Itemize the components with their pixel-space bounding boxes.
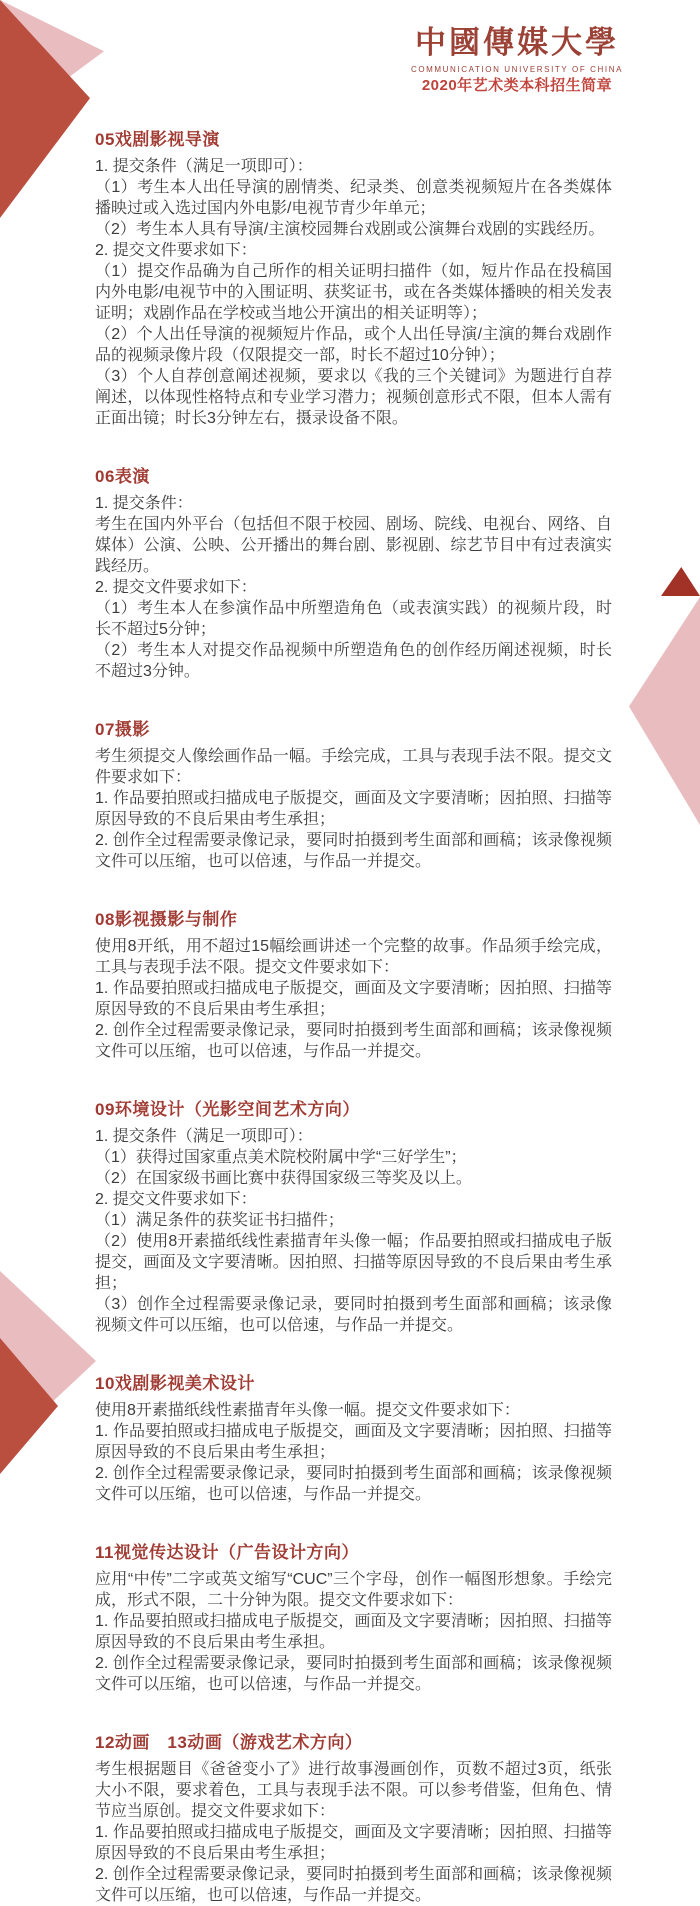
para: 考生在国内外平台（包括但不限于校园、剧场、院线、电视台、网络、自媒体）公演、公映、公开播出的舞台剧、影视剧、综艺节目中有过表演实践经历。 [95, 516, 612, 575]
para: （1）满足条件的获奖证书扫描件； [95, 1212, 344, 1229]
para: 1. 作品要拍照或扫描成电子版提交，画面及文字要清晰；因拍照、扫描等原因导致的不良后果由考生承担； [95, 980, 612, 1018]
para: 考生须提交人像绘画作品一幅。手绘完成，工具与表现手法不限。提交文件要求如下： [95, 748, 612, 786]
section-07-photography [95, 718, 612, 872]
para: （2）使用8开素描纸线性素描青年头像一幅；作品要拍照或扫描成电子版提交，画面及文字要清晰。因拍照、扫描等原因导致的不良后果由考生承担； [95, 1233, 612, 1292]
para: （1）考生本人在参演作品中所塑造角色（或表演实践）的视频片段，时长不超过5分钟； [95, 600, 612, 638]
section-11-visual-communication [95, 1541, 612, 1695]
para: 2. 提交文件要求如下： [95, 242, 257, 259]
para: 2. 创作全过程需要录像记录，要同时拍摄到考生面部和画稿；该录像视频文件可以压缩，也可以倍速，与作品一并提交。 [95, 832, 612, 870]
para: （1）提交作品确为自己所作的相关证明扫描件（如，短片作品在投稿国内外电影/电视节中的入围证明、获奖证书，或在各类媒体播映的相关发表证明；戏剧作品在学校或当地公开演出的相关证明等）； [95, 263, 612, 322]
para: （1）获得过国家重点美术院校附属中学“三好学生”； [95, 1149, 467, 1166]
section-title: 10戏剧影视美术设计 [95, 1374, 255, 1393]
para: （2）在国家级书画比赛中获得国家级三等奖及以上。 [95, 1170, 472, 1187]
para: （2）考生本人具有导演/主演校园舞台戏剧或公演舞台戏剧的实践经历。 [95, 221, 605, 238]
para: （2）考生本人对提交作品视频中所塑造角色的创作经历阐述视频，时长不超过3分钟。 [95, 642, 612, 680]
deco-triangle-right-pink [629, 597, 700, 825]
para: 1. 提交条件（满足一项即可）： [95, 1128, 313, 1145]
brochure-subtitle: 2020年艺术类本科招生简章 [421, 76, 613, 94]
para: 2. 创作全过程需要录像记录，要同时拍摄到考生面部和画稿；该录像视频文件可以压缩，也可以倍速，与作品一并提交。 [95, 1465, 612, 1503]
section-title: 06表演 [95, 467, 150, 486]
section-05-directing [95, 128, 612, 429]
para: 应用“中传”二字或英文缩写“CUC”三个字母，创作一幅图形想象。手绘完成，形式不限，二十分钟为限。提交文件要求如下： [95, 1571, 612, 1609]
university-logo-calligraphy: 中國傳媒大學 [415, 25, 619, 61]
para: 2. 提交文件要求如下： [95, 579, 257, 596]
section-09-environment-design [95, 1098, 612, 1336]
para: 1. 提交条件： [95, 495, 193, 512]
brochure-content [95, 128, 612, 1906]
section-10-stage-art-design [95, 1372, 612, 1505]
para: 2. 创作全过程需要录像记录，要同时拍摄到考生面部和画稿；该录像视频文件可以压缩，也可以倍速，与作品一并提交。 [95, 1866, 612, 1904]
para: （1）考生本人出任导演的剧情类、纪录类、创意类视频短片在各类媒体播映过或入选过国内外电影/电视节青少年单元； [95, 179, 612, 217]
para: （3）创作全过程需要录像记录，要同时拍摄到考生面部和画稿；该录像视频文件可以压缩，也可以倍速，与作品一并提交。 [95, 1296, 612, 1334]
section-08-film-production [95, 908, 612, 1062]
section-title: 11视觉传达设计（广告设计方向） [95, 1543, 359, 1562]
para: 2. 提交文件要求如下： [95, 1191, 257, 1208]
para: 1. 作品要拍照或扫描成电子版提交，画面及文字要清晰；因拍照、扫描等原因导致的不良后果由考生承担； [95, 1423, 612, 1461]
section-title: 07摄影 [95, 720, 150, 739]
para: 2. 创作全过程需要录像记录，要同时拍摄到考生面部和画稿；该录像视频文件可以压缩，也可以倍速，与作品一并提交。 [95, 1022, 612, 1060]
para: （2）个人出任导演的视频短片作品，或个人出任导演/主演的舞台戏剧作品的视频录像片段（仅限提交一部，时长不超过10分钟）； [95, 326, 612, 364]
para: 1. 作品要拍照或扫描成电子版提交，画面及文字要清晰；因拍照、扫描等原因导致的不良后果由考生承担； [95, 790, 612, 828]
section-title: 09环境设计（光影空间艺术方向） [95, 1100, 360, 1119]
para: 2. 创作全过程需要录像记录，要同时拍摄到考生面部和画稿；该录像视频文件可以压缩，也可以倍速，与作品一并提交。 [95, 1655, 612, 1693]
deco-triangle-right-dark [661, 567, 700, 596]
para: 1. 作品要拍照或扫描成电子版提交，画面及文字要清晰；因拍照、扫描等原因导致的不良后果由考生承担。 [95, 1613, 612, 1651]
para: 考生根据题目《爸爸变小了》进行故事漫画创作，页数不超过3页，纸张大小不限，要求着色，工具与表现手法不限。可以参考借鉴，但角色、情节应当原创。提交文件要求如下： [95, 1761, 612, 1820]
section-title: 12动画 13动画（游戏艺术方向） [95, 1733, 363, 1752]
para: 使用8开纸，用不超过15幅绘画讲述一个完整的故事。作品须手绘完成，工具与表现手法不限。提交文件要求如下： [95, 938, 612, 976]
university-logo-block [386, 26, 648, 94]
para: 1. 提交条件（满足一项即可）： [95, 158, 313, 175]
para: （3）个人自荐创意阐述视频，要求以《我的三个关键词》为题进行自荐阐述，以体现性格特点和专业学习潜力；视频创意形式不限，但本人需有正面出镜；时长3分钟左右，摄录设备不限。 [95, 368, 612, 427]
para: 1. 作品要拍照或扫描成电子版提交，画面及文字要清晰；因拍照、扫描等原因导致的不良后果由考生承担； [95, 1824, 612, 1862]
section-title: 08影视摄影与制作 [95, 910, 238, 929]
para: 使用8开素描纸线性素描青年头像一幅。提交文件要求如下： [95, 1402, 520, 1419]
section-12-13-animation [95, 1731, 612, 1906]
section-06-acting [95, 465, 612, 682]
section-title: 05戏剧影视导演 [95, 130, 220, 149]
university-name-english: COMMUNICATION UNIVERSITY OF CHINA [410, 64, 624, 74]
